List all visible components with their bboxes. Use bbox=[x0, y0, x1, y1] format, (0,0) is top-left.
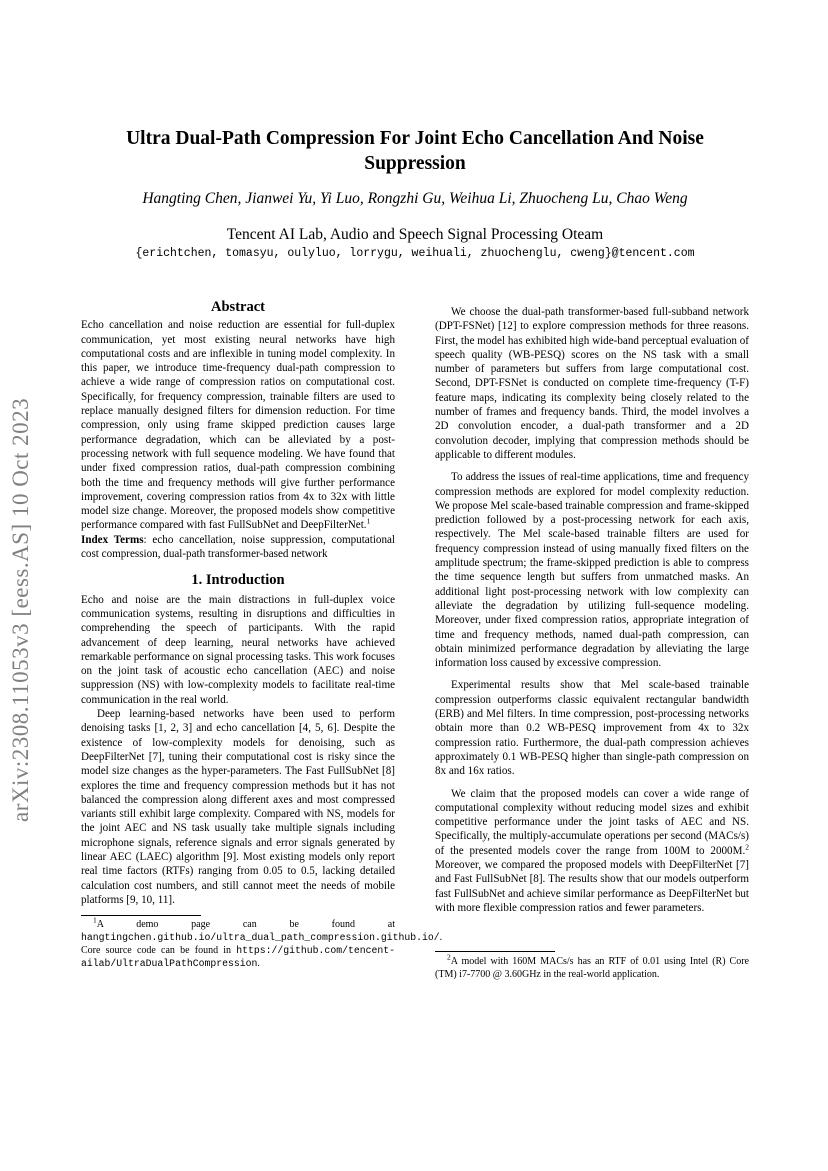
abstract-text: Echo cancellation and noise reduction are essential for full-duplex communication, yet most existing neural networks have high computational costs and are inflexible in tuning model complexity. In this paper, we introduce time-frequency dual-path compression to achieve a wide range of compression ratios on computational cost. Specifically, for frequency compression, trainable filters are used to replace manually designed filters for dimension reduction. For time compression, only using frame skipped prediction causes large performance degradation, which can be alleviated by a post-processing network with full sequence modeling. We have found that under fixed compression ratios, dual-path compression combining both the time and frequency methods will give further performance improvement, covering compression ratios from 4x to 32x with little model size change. Moreover, the proposed models show competitive performance compared with fast FullSubNet and DeepFilterNet. bbox=[81, 319, 395, 532]
footnote-1-text-b: . Core source code can be found in bbox=[81, 932, 443, 957]
footnote-2-text: A model with 160M MACs/s has an RTF of 0.01 using Intel (R) Core (TM) i7-7700 @ 3.60GHz in the real-world application. bbox=[435, 956, 749, 981]
intro-paragraph-5: Experimental results show that Mel scale-based trainable compression outperforms classic equivalent rectangular bandwidth (ERB) and Mel filters. In time compression, post-processing networks obtain more than 0.2 WB-PESQ improvement from 4x to 32x compression ratio. Furthermore, the dual-path compression achieves approximately 0.1 WB-PESQ higher than single-path compression on 8x and 16x ratios. bbox=[435, 679, 749, 778]
footnote-rule-left bbox=[81, 915, 201, 916]
footnote-1 bbox=[81, 915, 443, 970]
title-line-1: Ultra Dual-Path Compression For Joint Echo Cancellation And Noise bbox=[126, 128, 704, 149]
intro-paragraph-6-a: We claim that the proposed models can cover a wide range of computational complexity without reducing model sizes and exhibit competitive performance under the joint tasks of AEC and NS. Specifically, the multiply-accumulate operations per second (MACs/s) of the presented models cover the range from 100M to 2000M. bbox=[435, 787, 749, 857]
footnote-1-text-a: A demo page can be found at bbox=[96, 919, 395, 931]
intro-paragraph-3: We choose the dual-path transformer-based full-subband network (DPT-FSNet) [12] to explore compression methods for three reasons. First, the model has exhibited high wide-band perceptual evaluation of speech quality (WB-PESQ) scores on the NS task with a small number of parameters but suffers from large computational cost. Second, DPT-FSNet is conducted on complete time-frequency (T-F) feature maps, indicating its complexity being closely related to the number of frames and frequency bands. Third, the model involves a 2D convolution encoder, a dual-path transformer and a 2D convolution decoder, implying that compression methods should be applicable to different modules. bbox=[435, 306, 749, 461]
index-terms bbox=[81, 533, 395, 562]
title-line-2: Suppression bbox=[364, 153, 466, 174]
introduction-heading: 1. Introduction bbox=[191, 572, 285, 589]
intro-paragraph-6 bbox=[435, 787, 749, 916]
footnote-2 bbox=[435, 952, 749, 981]
index-terms-label: Index Terms bbox=[81, 533, 144, 546]
footnote-mark-2: 2 bbox=[745, 842, 749, 851]
right-column bbox=[435, 305, 749, 981]
intro-paragraph-1: Echo and noise are the main distractions in full-duplex voice communication systems, resulting in disruptions and difficulties in comprehending the speech of participants. With the rapid advancement of deep learning, neural networks have achieved remarkable performance on signal processing tasks. This work focuses on the joint task of acoustic echo cancellation (AEC) and noise suppression (NS) with low-complexity models to facilitate real-time communication in the real world. bbox=[81, 593, 395, 706]
intro-paragraph-6-b: Moreover, we compared the proposed models with DeepFilterNet [7] and Fast FullSubNet [8]. The results show that our models outperform fast FullSubNet and achieve similar performance as DeepFilterNet but with more flexible compression ratios and fewer parameters. bbox=[435, 858, 749, 914]
arxiv-identifier-stamp: arXiv:2308.11053v3 [eess.AS] 10 Oct 2023 bbox=[8, 397, 33, 823]
intro-paragraph-4: To address the issues of real-time applications, time and frequency compression methods are explored for model complexity reduction. We propose Mel scale-based trainable compression and frame-skipped prediction followed by a post-processing network for each axis, respectively. The Mel scale-based trainable filters are used for frequency compression instead of using manually fixed filters on the amplitude spectrum; the frame-skipped prediction is able to compress the time sequence length but suffers from unmatched masks. An additional light post-processing network with low complexity can alleviate the degradation by utilizing full-sequence modeling. Moreover, under fixed compression ratios, appropriate integration of time and frequency methods, named dual-path compression, can obtain minimized performance degradation by alleviating the large information loss caused by excessive compression. bbox=[435, 471, 749, 670]
abstract-body bbox=[81, 318, 395, 532]
footnote-rule-right bbox=[435, 951, 555, 952]
author-emails: {erichtchen, tomasyu, oulyluo, lorrygu, weihuali, zhuochenglu, cweng}@tencent.com bbox=[135, 247, 695, 260]
footnote-1-mark: 1 bbox=[93, 915, 97, 925]
demo-page-link[interactable]: hangtingchen.github.io/ultra_dual_path_compression.github.io/ bbox=[81, 932, 440, 944]
author-list: Hangting Chen, Jianwei Yu, Yi Luo, Rongzhi Gu, Weihua Li, Zhuocheng Lu, Chao Weng bbox=[142, 190, 688, 207]
abstract-heading: Abstract bbox=[211, 299, 265, 315]
intro-paragraph-2: Deep learning-based networks have been used to perform denoising tasks [1, 2, 3] and echo cancellation [4, 5, 6]. Despite the existence of low-complexity models for denoising, such as DeepFilterNet [7], tuning their computational cost is risky since the model size changes as the hyper-parameters. The Fast FullSubNet [8] explores the time and frequency compression methods but it has not balanced the compression along different axes and most compressed variants still exhibit large complexity. Compared with NS, models for the joint AEC and NS task usually take multiple signals including microphone signals, reference signals and error signals generated by linear AEC (LAEC) algorithm [9]. Most existing models only report real time factors (RTFs) ranging from 0.05 to 0.5, lacking detailed calculation cost numbers, and still cannot meet the needs of mobile platforms [9, 10, 11]. bbox=[81, 708, 395, 906]
affiliation: Tencent AI Lab, Audio and Speech Signal Processing Oteam bbox=[226, 226, 604, 243]
left-column bbox=[81, 299, 443, 970]
footnote-2-mark: 2 bbox=[447, 952, 451, 962]
paper-title bbox=[90, 126, 740, 176]
footnote-1-text-c: . bbox=[257, 958, 260, 970]
source-code-link[interactable]: https://github.com/tencent-ailab/UltraDualPathCompression bbox=[81, 945, 395, 970]
index-terms-text: : echo cancellation, noise suppression, computational cost compression, dual-path transformer-based network bbox=[81, 533, 395, 561]
footnote-mark-1: 1 bbox=[366, 516, 371, 526]
